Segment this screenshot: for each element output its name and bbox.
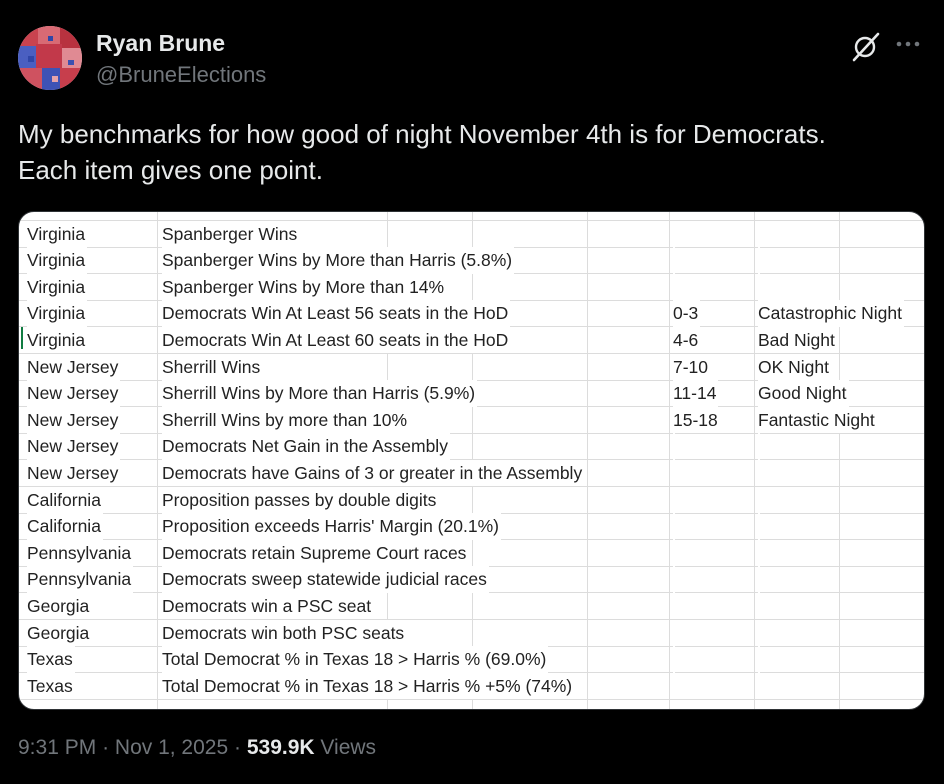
night-rating-cell <box>758 540 760 567</box>
table-row <box>19 247 924 274</box>
benchmark-cell: Proposition passes by double digits <box>162 487 438 514</box>
state-cell: New Jersey <box>27 407 120 434</box>
state-cell: California <box>27 513 103 540</box>
benchmark-cell: Sherrill Wins by More than Harris (5.9%) <box>162 380 477 407</box>
state-cell: New Jersey <box>27 354 120 381</box>
table-row <box>19 566 924 593</box>
table-row <box>19 274 924 301</box>
table-row <box>19 513 924 540</box>
score-range-cell <box>673 540 675 567</box>
state-cell: Virginia <box>27 247 87 274</box>
benchmark-cell: Democrats retain Supreme Court races <box>162 540 468 567</box>
table-row <box>19 460 924 487</box>
benchmark-cell: Democrats have Gains of 3 or greater in the Assembly <box>162 460 584 487</box>
score-range-cell <box>673 433 675 460</box>
night-rating-cell <box>758 673 760 700</box>
table-row <box>19 221 924 248</box>
table-row <box>19 487 924 514</box>
night-rating-cell <box>758 487 760 514</box>
state-cell: Georgia <box>27 620 91 647</box>
tweet-media-image[interactable] <box>18 211 925 710</box>
night-rating-cell <box>758 593 760 620</box>
table-row <box>19 354 924 381</box>
score-range-cell <box>673 620 675 647</box>
benchmark-cell: Total Democrat % in Texas 18 > Harris % (69.0%) <box>162 646 548 673</box>
score-range-cell: 15-18 <box>673 407 720 434</box>
tweet-text <box>18 116 918 188</box>
score-range-cell: 11-14 <box>673 380 718 407</box>
table-row <box>19 646 924 673</box>
tweet-date[interactable]: Nov 1, 2025 <box>114 736 229 759</box>
meta-separator: · <box>102 736 110 759</box>
benchmark-cell: Spanberger Wins by More than Harris (5.8%) <box>162 247 514 274</box>
score-range-cell <box>673 646 675 673</box>
night-rating-cell <box>758 247 760 274</box>
state-cell: Georgia <box>27 593 91 620</box>
table-row <box>19 593 924 620</box>
tweet-time[interactable]: 9:31 PM <box>18 736 97 759</box>
state-cell: Pennsylvania <box>27 540 133 567</box>
election-map-avatar-image <box>18 26 82 90</box>
state-cell: Virginia <box>27 221 87 248</box>
tweet-text-line-1: My benchmarks for how good of night November 4th is for Democrats. <box>18 119 826 149</box>
score-range-cell <box>673 513 675 540</box>
more-icon[interactable] <box>892 30 924 62</box>
score-range-cell <box>673 593 675 620</box>
author-display-name[interactable]: Ryan Brune <box>96 30 226 56</box>
state-cell: California <box>27 487 103 514</box>
table-row <box>19 540 924 567</box>
night-rating-cell: Catastrophic Night <box>758 300 904 327</box>
score-range-cell <box>673 487 675 514</box>
state-cell: Texas <box>27 646 75 673</box>
night-rating-cell <box>758 646 760 673</box>
score-range-cell <box>673 274 675 301</box>
score-range-cell <box>673 221 675 248</box>
score-range-cell <box>673 566 675 593</box>
night-rating-cell: Bad Night <box>758 327 837 354</box>
night-rating-cell <box>758 221 760 248</box>
score-range-cell <box>673 460 675 487</box>
grok-icon[interactable] <box>848 30 882 64</box>
state-cell: Virginia <box>27 327 87 354</box>
state-cell: New Jersey <box>27 460 120 487</box>
state-cell: New Jersey <box>27 380 120 407</box>
benchmark-cell: Sherrill Wins <box>162 354 262 381</box>
avatar[interactable] <box>18 26 82 90</box>
tweet-text-line-2: Each item gives one point. <box>18 155 323 185</box>
benchmark-cell: Spanberger Wins <box>162 221 299 248</box>
author-handle[interactable]: @BruneElections <box>96 62 267 87</box>
night-rating-cell <box>758 620 760 647</box>
benchmark-cell: Spanberger Wins by More than 14% <box>162 274 446 301</box>
table-row <box>19 380 924 407</box>
benchmark-cell: Democrats Net Gain in the Assembly <box>162 433 450 460</box>
benchmark-cell: Sherrill Wins by more than 10% <box>162 407 409 434</box>
benchmark-cell: Democrats sweep statewide judicial races <box>162 566 489 593</box>
views-count[interactable]: 539.9K <box>246 736 315 759</box>
benchmark-cell: Democrats Win At Least 60 seats in the HoD <box>162 327 510 354</box>
night-rating-cell: Good Night <box>758 380 849 407</box>
state-cell: Pennsylvania <box>27 566 133 593</box>
benchmark-cell: Total Democrat % in Texas 18 > Harris % +5% (74%) <box>162 673 574 700</box>
state-cell: Virginia <box>27 300 87 327</box>
table-row <box>19 327 924 354</box>
night-rating-cell <box>758 513 760 540</box>
table-row <box>19 673 924 700</box>
cell-selection-marker <box>21 327 23 349</box>
tweet-meta <box>18 736 376 760</box>
benchmark-cell: Democrats win both PSC seats <box>162 620 406 647</box>
table-row <box>19 300 924 327</box>
score-range-cell: 4-6 <box>673 327 700 354</box>
night-rating-cell: OK Night <box>758 354 831 381</box>
score-range-cell <box>673 673 675 700</box>
state-cell: Texas <box>27 673 75 700</box>
state-cell: Virginia <box>27 274 87 301</box>
meta-separator: · <box>234 736 241 759</box>
night-rating-cell: Fantastic Night <box>758 407 877 434</box>
score-range-cell <box>673 247 675 274</box>
night-rating-cell <box>758 460 760 487</box>
table-row <box>19 620 924 647</box>
score-range-cell: 0-3 <box>673 300 700 327</box>
table-row <box>19 433 924 460</box>
state-cell: New Jersey <box>27 433 120 460</box>
benchmark-cell: Democrats win a PSC seat <box>162 593 373 620</box>
benchmark-cell: Democrats Win At Least 56 seats in the HoD <box>162 300 510 327</box>
table-row <box>19 407 924 434</box>
night-rating-cell <box>758 566 760 593</box>
spreadsheet <box>19 212 924 709</box>
benchmark-cell: Proposition exceeds Harris' Margin (20.1%) <box>162 513 501 540</box>
night-rating-cell <box>758 433 760 460</box>
score-range-cell: 7-10 <box>673 354 710 381</box>
night-rating-cell <box>758 274 760 301</box>
views-label: Views <box>320 736 377 759</box>
